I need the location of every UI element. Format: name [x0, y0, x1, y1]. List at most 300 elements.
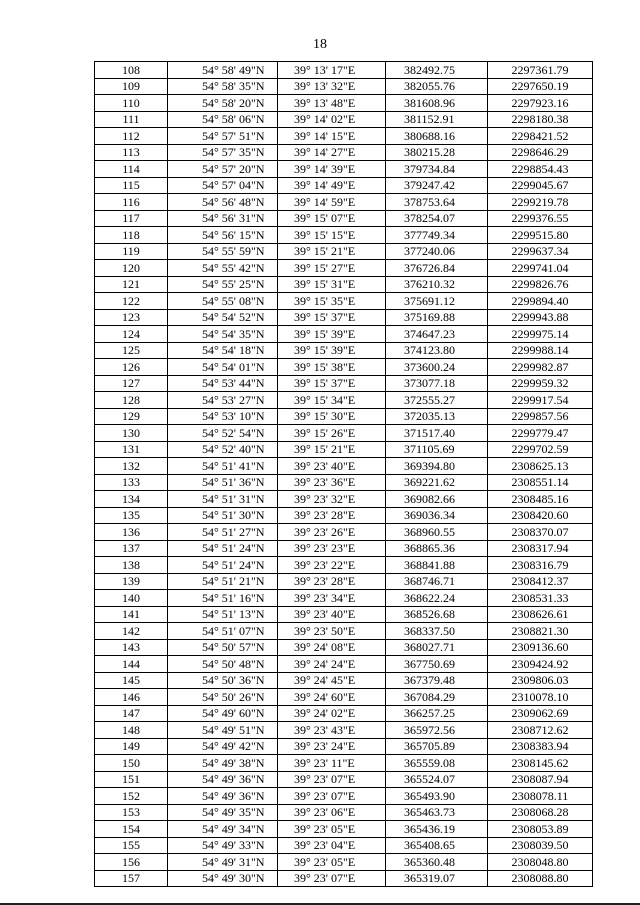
longitude-cell: 39° 15' 21"E — [278, 441, 386, 458]
table-row — [95, 524, 593, 541]
latitude-cell: 54° 50' 26"N — [168, 689, 278, 706]
table-row — [95, 788, 593, 805]
longitude-cell: 39° 23' 24"E — [278, 738, 386, 755]
y-coordinate-cell: 2298180.38 — [488, 111, 593, 128]
point-number-cell: 117 — [95, 210, 168, 227]
y-coordinate-cell: 2299741.04 — [488, 260, 593, 277]
longitude-cell: 39° 14' 39"E — [278, 161, 386, 178]
y-coordinate-cell: 2309806.03 — [488, 672, 593, 689]
point-number-cell: 157 — [95, 870, 168, 887]
longitude-cell: 39° 15' 26"E — [278, 425, 386, 442]
table-row — [95, 755, 593, 772]
latitude-cell: 54° 51' 36"N — [168, 474, 278, 491]
point-number-cell: 152 — [95, 788, 168, 805]
latitude-cell: 54° 49' 38"N — [168, 755, 278, 772]
y-coordinate-cell: 2299959.32 — [488, 375, 593, 392]
table-row — [95, 95, 593, 112]
y-coordinate-cell: 2298854.43 — [488, 161, 593, 178]
x-coordinate-cell: 375169.88 — [386, 309, 488, 326]
y-coordinate-cell: 2299779.47 — [488, 425, 593, 442]
table-row — [95, 128, 593, 145]
table-row — [95, 821, 593, 838]
x-coordinate-cell: 382055.76 — [386, 78, 488, 95]
x-coordinate-cell: 366257.25 — [386, 705, 488, 722]
latitude-cell: 54° 51' 41"N — [168, 458, 278, 475]
table-row — [95, 771, 593, 788]
table-row — [95, 359, 593, 376]
latitude-cell: 54° 49' 31"N — [168, 854, 278, 871]
longitude-cell: 39° 15' 15"E — [278, 227, 386, 244]
longitude-cell: 39° 23' 43"E — [278, 722, 386, 739]
y-coordinate-cell: 2299982.87 — [488, 359, 593, 376]
longitude-cell: 39° 23' 50"E — [278, 623, 386, 640]
x-coordinate-cell: 376210.32 — [386, 276, 488, 293]
x-coordinate-cell: 380215.28 — [386, 144, 488, 161]
latitude-cell: 54° 51' 30"N — [168, 507, 278, 524]
point-number-cell: 142 — [95, 623, 168, 640]
point-number-cell: 123 — [95, 309, 168, 326]
longitude-cell: 39° 15' 39"E — [278, 342, 386, 359]
y-coordinate-cell: 2299917.54 — [488, 392, 593, 409]
x-coordinate-cell: 365436.19 — [386, 821, 488, 838]
longitude-cell: 39° 15' 38"E — [278, 359, 386, 376]
y-coordinate-cell: 2309424.92 — [488, 656, 593, 673]
table-row — [95, 260, 593, 277]
table-row — [95, 177, 593, 194]
latitude-cell: 54° 49' 42"N — [168, 738, 278, 755]
x-coordinate-cell: 380688.16 — [386, 128, 488, 145]
longitude-cell: 39° 23' 05"E — [278, 854, 386, 871]
x-coordinate-cell: 365408.65 — [386, 837, 488, 854]
point-number-cell: 156 — [95, 854, 168, 871]
table-row — [95, 62, 593, 79]
table-row — [95, 656, 593, 673]
point-number-cell: 144 — [95, 656, 168, 673]
x-coordinate-cell: 374647.23 — [386, 326, 488, 343]
latitude-cell: 54° 49' 34"N — [168, 821, 278, 838]
latitude-cell: 54° 58' 20"N — [168, 95, 278, 112]
y-coordinate-cell: 2298646.29 — [488, 144, 593, 161]
latitude-cell: 54° 57' 35"N — [168, 144, 278, 161]
longitude-cell: 39° 24' 08"E — [278, 639, 386, 656]
point-number-cell: 135 — [95, 507, 168, 524]
point-number-cell: 131 — [95, 441, 168, 458]
y-coordinate-cell: 2310078.10 — [488, 689, 593, 706]
table-row — [95, 491, 593, 508]
longitude-cell: 39° 13' 17"E — [278, 62, 386, 79]
latitude-cell: 54° 55' 08"N — [168, 293, 278, 310]
table-row — [95, 276, 593, 293]
y-coordinate-cell: 2308370.07 — [488, 524, 593, 541]
latitude-cell: 54° 56' 48"N — [168, 194, 278, 211]
point-number-cell: 118 — [95, 227, 168, 244]
point-number-cell: 110 — [95, 95, 168, 112]
x-coordinate-cell: 368960.55 — [386, 524, 488, 541]
coordinates-table — [94, 61, 593, 887]
longitude-cell: 39° 15' 30"E — [278, 408, 386, 425]
latitude-cell: 54° 55' 42"N — [168, 260, 278, 277]
y-coordinate-cell: 2308068.28 — [488, 804, 593, 821]
longitude-cell: 39° 24' 02"E — [278, 705, 386, 722]
x-coordinate-cell: 375691.12 — [386, 293, 488, 310]
latitude-cell: 54° 49' 35"N — [168, 804, 278, 821]
point-number-cell: 114 — [95, 161, 168, 178]
latitude-cell: 54° 53' 27"N — [168, 392, 278, 409]
table-row — [95, 854, 593, 871]
point-number-cell: 109 — [95, 78, 168, 95]
latitude-cell: 54° 56' 15"N — [168, 227, 278, 244]
x-coordinate-cell: 369082.66 — [386, 491, 488, 508]
point-number-cell: 150 — [95, 755, 168, 772]
y-coordinate-cell: 2308087.94 — [488, 771, 593, 788]
latitude-cell: 54° 51' 31"N — [168, 491, 278, 508]
point-number-cell: 132 — [95, 458, 168, 475]
point-number-cell: 143 — [95, 639, 168, 656]
point-number-cell: 139 — [95, 573, 168, 590]
x-coordinate-cell: 367084.29 — [386, 689, 488, 706]
longitude-cell: 39° 23' 22"E — [278, 557, 386, 574]
longitude-cell: 39° 24' 45"E — [278, 672, 386, 689]
table-row — [95, 672, 593, 689]
table-row — [95, 689, 593, 706]
y-coordinate-cell: 2308078.11 — [488, 788, 593, 805]
table-row — [95, 161, 593, 178]
y-coordinate-cell: 2299219.78 — [488, 194, 593, 211]
latitude-cell: 54° 55' 25"N — [168, 276, 278, 293]
point-number-cell: 151 — [95, 771, 168, 788]
point-number-cell: 108 — [95, 62, 168, 79]
latitude-cell: 54° 51' 16"N — [168, 590, 278, 607]
y-coordinate-cell: 2308317.94 — [488, 540, 593, 557]
x-coordinate-cell: 378753.64 — [386, 194, 488, 211]
longitude-cell: 39° 15' 37"E — [278, 309, 386, 326]
table-row — [95, 78, 593, 95]
longitude-cell: 39° 15' 35"E — [278, 293, 386, 310]
latitude-cell: 54° 51' 27"N — [168, 524, 278, 541]
longitude-cell: 39° 24' 60"E — [278, 689, 386, 706]
point-number-cell: 155 — [95, 837, 168, 854]
longitude-cell: 39° 13' 48"E — [278, 95, 386, 112]
longitude-cell: 39° 14' 02"E — [278, 111, 386, 128]
y-coordinate-cell: 2299943.88 — [488, 309, 593, 326]
y-coordinate-cell: 2308048.80 — [488, 854, 593, 871]
y-coordinate-cell: 2308316.79 — [488, 557, 593, 574]
latitude-cell: 54° 51' 24"N — [168, 557, 278, 574]
y-coordinate-cell: 2308412.37 — [488, 573, 593, 590]
y-coordinate-cell: 2308039.50 — [488, 837, 593, 854]
y-coordinate-cell: 2297650.19 — [488, 78, 593, 95]
x-coordinate-cell: 373077.18 — [386, 375, 488, 392]
y-coordinate-cell: 2299702.59 — [488, 441, 593, 458]
y-coordinate-cell: 2297923.16 — [488, 95, 593, 112]
x-coordinate-cell: 369394.80 — [386, 458, 488, 475]
longitude-cell: 39° 23' 04"E — [278, 837, 386, 854]
point-number-cell: 113 — [95, 144, 168, 161]
table-row — [95, 326, 593, 343]
y-coordinate-cell: 2309136.60 — [488, 639, 593, 656]
y-coordinate-cell: 2308145.62 — [488, 755, 593, 772]
point-number-cell: 116 — [95, 194, 168, 211]
table-row — [95, 804, 593, 821]
table-row — [95, 227, 593, 244]
y-coordinate-cell: 2308712.62 — [488, 722, 593, 739]
longitude-cell: 39° 13' 32"E — [278, 78, 386, 95]
longitude-cell: 39° 23' 32"E — [278, 491, 386, 508]
table-row — [95, 870, 593, 887]
latitude-cell: 54° 49' 51"N — [168, 722, 278, 739]
latitude-cell: 54° 54' 35"N — [168, 326, 278, 343]
latitude-cell: 54° 49' 33"N — [168, 837, 278, 854]
point-number-cell: 147 — [95, 705, 168, 722]
point-number-cell: 141 — [95, 606, 168, 623]
y-coordinate-cell: 2299988.14 — [488, 342, 593, 359]
longitude-cell: 39° 14' 59"E — [278, 194, 386, 211]
table-row — [95, 458, 593, 475]
longitude-cell: 39° 15' 34"E — [278, 392, 386, 409]
point-number-cell: 122 — [95, 293, 168, 310]
x-coordinate-cell: 377749.34 — [386, 227, 488, 244]
longitude-cell: 39° 23' 28"E — [278, 573, 386, 590]
table-row — [95, 639, 593, 656]
y-coordinate-cell: 2299637.34 — [488, 243, 593, 260]
point-number-cell: 126 — [95, 359, 168, 376]
x-coordinate-cell: 374123.80 — [386, 342, 488, 359]
y-coordinate-cell: 2299515.80 — [488, 227, 593, 244]
y-coordinate-cell: 2299826.76 — [488, 276, 593, 293]
y-coordinate-cell: 2309062.69 — [488, 705, 593, 722]
x-coordinate-cell: 365319.07 — [386, 870, 488, 887]
latitude-cell: 54° 54' 01"N — [168, 359, 278, 376]
y-coordinate-cell: 2299376.55 — [488, 210, 593, 227]
y-coordinate-cell: 2299975.14 — [488, 326, 593, 343]
latitude-cell: 54° 49' 36"N — [168, 788, 278, 805]
point-number-cell: 134 — [95, 491, 168, 508]
y-coordinate-cell: 2297361.79 — [488, 62, 593, 79]
latitude-cell: 54° 49' 36"N — [168, 771, 278, 788]
y-coordinate-cell: 2298421.52 — [488, 128, 593, 145]
latitude-cell: 54° 49' 60"N — [168, 705, 278, 722]
table-row — [95, 507, 593, 524]
table-row — [95, 210, 593, 227]
point-number-cell: 153 — [95, 804, 168, 821]
coordinates-table-body — [95, 62, 593, 887]
latitude-cell: 54° 58' 49"N — [168, 62, 278, 79]
x-coordinate-cell: 368526.68 — [386, 606, 488, 623]
x-coordinate-cell: 365559.08 — [386, 755, 488, 772]
latitude-cell: 54° 57' 20"N — [168, 161, 278, 178]
x-coordinate-cell: 365463.73 — [386, 804, 488, 821]
table-row — [95, 573, 593, 590]
x-coordinate-cell: 377240.06 — [386, 243, 488, 260]
x-coordinate-cell: 367379.48 — [386, 672, 488, 689]
point-number-cell: 149 — [95, 738, 168, 755]
longitude-cell: 39° 14' 49"E — [278, 177, 386, 194]
y-coordinate-cell: 2308625.13 — [488, 458, 593, 475]
longitude-cell: 39° 23' 07"E — [278, 771, 386, 788]
longitude-cell: 39° 15' 37"E — [278, 375, 386, 392]
x-coordinate-cell: 368841.88 — [386, 557, 488, 574]
latitude-cell: 54° 51' 07"N — [168, 623, 278, 640]
point-number-cell: 138 — [95, 557, 168, 574]
y-coordinate-cell: 2308420.60 — [488, 507, 593, 524]
x-coordinate-cell: 379247.42 — [386, 177, 488, 194]
table-row — [95, 342, 593, 359]
table-row — [95, 408, 593, 425]
point-number-cell: 120 — [95, 260, 168, 277]
x-coordinate-cell: 368865.36 — [386, 540, 488, 557]
point-number-cell: 130 — [95, 425, 168, 442]
table-row — [95, 738, 593, 755]
x-coordinate-cell: 371517.40 — [386, 425, 488, 442]
table-row — [95, 606, 593, 623]
y-coordinate-cell: 2308088.80 — [488, 870, 593, 887]
table-row — [95, 590, 593, 607]
latitude-cell: 54° 54' 18"N — [168, 342, 278, 359]
longitude-cell: 39° 23' 05"E — [278, 821, 386, 838]
table-row — [95, 111, 593, 128]
x-coordinate-cell: 376726.84 — [386, 260, 488, 277]
longitude-cell: 39° 23' 11"E — [278, 755, 386, 772]
table-row — [95, 309, 593, 326]
longitude-cell: 39° 23' 28"E — [278, 507, 386, 524]
point-number-cell: 136 — [95, 524, 168, 541]
latitude-cell: 54° 51' 24"N — [168, 540, 278, 557]
latitude-cell: 54° 50' 57"N — [168, 639, 278, 656]
x-coordinate-cell: 368027.71 — [386, 639, 488, 656]
longitude-cell: 39° 23' 40"E — [278, 458, 386, 475]
table-row — [95, 474, 593, 491]
table-row — [95, 293, 593, 310]
table-row — [95, 144, 593, 161]
latitude-cell: 54° 52' 40"N — [168, 441, 278, 458]
x-coordinate-cell: 378254.07 — [386, 210, 488, 227]
longitude-cell: 39° 15' 07"E — [278, 210, 386, 227]
x-coordinate-cell: 368622.24 — [386, 590, 488, 607]
latitude-cell: 54° 57' 51"N — [168, 128, 278, 145]
longitude-cell: 39° 23' 36"E — [278, 474, 386, 491]
x-coordinate-cell: 369036.34 — [386, 507, 488, 524]
point-number-cell: 146 — [95, 689, 168, 706]
table-row — [95, 722, 593, 739]
longitude-cell: 39° 14' 27"E — [278, 144, 386, 161]
longitude-cell: 39° 15' 27"E — [278, 260, 386, 277]
x-coordinate-cell: 372035.13 — [386, 408, 488, 425]
longitude-cell: 39° 23' 07"E — [278, 788, 386, 805]
table-row — [95, 441, 593, 458]
latitude-cell: 54° 57' 04"N — [168, 177, 278, 194]
longitude-cell: 39° 23' 06"E — [278, 804, 386, 821]
x-coordinate-cell: 373600.24 — [386, 359, 488, 376]
table-row — [95, 540, 593, 557]
latitude-cell: 54° 52' 54"N — [168, 425, 278, 442]
y-coordinate-cell: 2299857.56 — [488, 408, 593, 425]
x-coordinate-cell: 371105.69 — [386, 441, 488, 458]
point-number-cell: 128 — [95, 392, 168, 409]
y-coordinate-cell: 2308383.94 — [488, 738, 593, 755]
longitude-cell: 39° 15' 39"E — [278, 326, 386, 343]
longitude-cell: 39° 14' 15"E — [278, 128, 386, 145]
longitude-cell: 39° 23' 23"E — [278, 540, 386, 557]
table-row — [95, 243, 593, 260]
x-coordinate-cell: 365493.90 — [386, 788, 488, 805]
table-row — [95, 557, 593, 574]
point-number-cell: 140 — [95, 590, 168, 607]
y-coordinate-cell: 2308053.89 — [488, 821, 593, 838]
latitude-cell: 54° 53' 10"N — [168, 408, 278, 425]
point-number-cell: 111 — [95, 111, 168, 128]
point-number-cell: 121 — [95, 276, 168, 293]
table-row — [95, 837, 593, 854]
x-coordinate-cell: 381152.91 — [386, 111, 488, 128]
x-coordinate-cell: 365705.89 — [386, 738, 488, 755]
latitude-cell: 54° 50' 48"N — [168, 656, 278, 673]
point-number-cell: 119 — [95, 243, 168, 260]
y-coordinate-cell: 2308485.16 — [488, 491, 593, 508]
longitude-cell: 39° 23' 40"E — [278, 606, 386, 623]
point-number-cell: 125 — [95, 342, 168, 359]
longitude-cell: 39° 15' 31"E — [278, 276, 386, 293]
point-number-cell: 137 — [95, 540, 168, 557]
x-coordinate-cell: 382492.75 — [386, 62, 488, 79]
x-coordinate-cell: 365524.07 — [386, 771, 488, 788]
page-number: 18 — [313, 37, 327, 52]
latitude-cell: 54° 58' 06"N — [168, 111, 278, 128]
latitude-cell: 54° 54' 52"N — [168, 309, 278, 326]
longitude-cell: 39° 15' 21"E — [278, 243, 386, 260]
latitude-cell: 54° 58' 35"N — [168, 78, 278, 95]
y-coordinate-cell: 2299894.40 — [488, 293, 593, 310]
table-row — [95, 425, 593, 442]
longitude-cell: 39° 24' 24"E — [278, 656, 386, 673]
x-coordinate-cell: 368337.50 — [386, 623, 488, 640]
table-row — [95, 375, 593, 392]
longitude-cell: 39° 23' 07"E — [278, 870, 386, 887]
point-number-cell: 129 — [95, 408, 168, 425]
point-number-cell: 148 — [95, 722, 168, 739]
table-row — [95, 623, 593, 640]
y-coordinate-cell: 2299045.67 — [488, 177, 593, 194]
y-coordinate-cell: 2308626.61 — [488, 606, 593, 623]
latitude-cell: 54° 55' 59"N — [168, 243, 278, 260]
table-row — [95, 194, 593, 211]
x-coordinate-cell: 365972.56 — [386, 722, 488, 739]
y-coordinate-cell: 2308551.14 — [488, 474, 593, 491]
latitude-cell: 54° 50' 36"N — [168, 672, 278, 689]
longitude-cell: 39° 23' 26"E — [278, 524, 386, 541]
latitude-cell: 54° 49' 30"N — [168, 870, 278, 887]
x-coordinate-cell: 381608.96 — [386, 95, 488, 112]
table-row — [95, 392, 593, 409]
latitude-cell: 54° 51' 13"N — [168, 606, 278, 623]
point-number-cell: 133 — [95, 474, 168, 491]
point-number-cell: 124 — [95, 326, 168, 343]
x-coordinate-cell: 368746.71 — [386, 573, 488, 590]
y-coordinate-cell: 2308531.33 — [488, 590, 593, 607]
longitude-cell: 39° 23' 34"E — [278, 590, 386, 607]
point-number-cell: 115 — [95, 177, 168, 194]
point-number-cell: 145 — [95, 672, 168, 689]
latitude-cell: 54° 51' 21"N — [168, 573, 278, 590]
x-coordinate-cell: 369221.62 — [386, 474, 488, 491]
x-coordinate-cell: 372555.27 — [386, 392, 488, 409]
latitude-cell: 54° 56' 31"N — [168, 210, 278, 227]
x-coordinate-cell: 365360.48 — [386, 854, 488, 871]
point-number-cell: 154 — [95, 821, 168, 838]
x-coordinate-cell: 367750.69 — [386, 656, 488, 673]
x-coordinate-cell: 379734.84 — [386, 161, 488, 178]
point-number-cell: 127 — [95, 375, 168, 392]
point-number-cell: 112 — [95, 128, 168, 145]
